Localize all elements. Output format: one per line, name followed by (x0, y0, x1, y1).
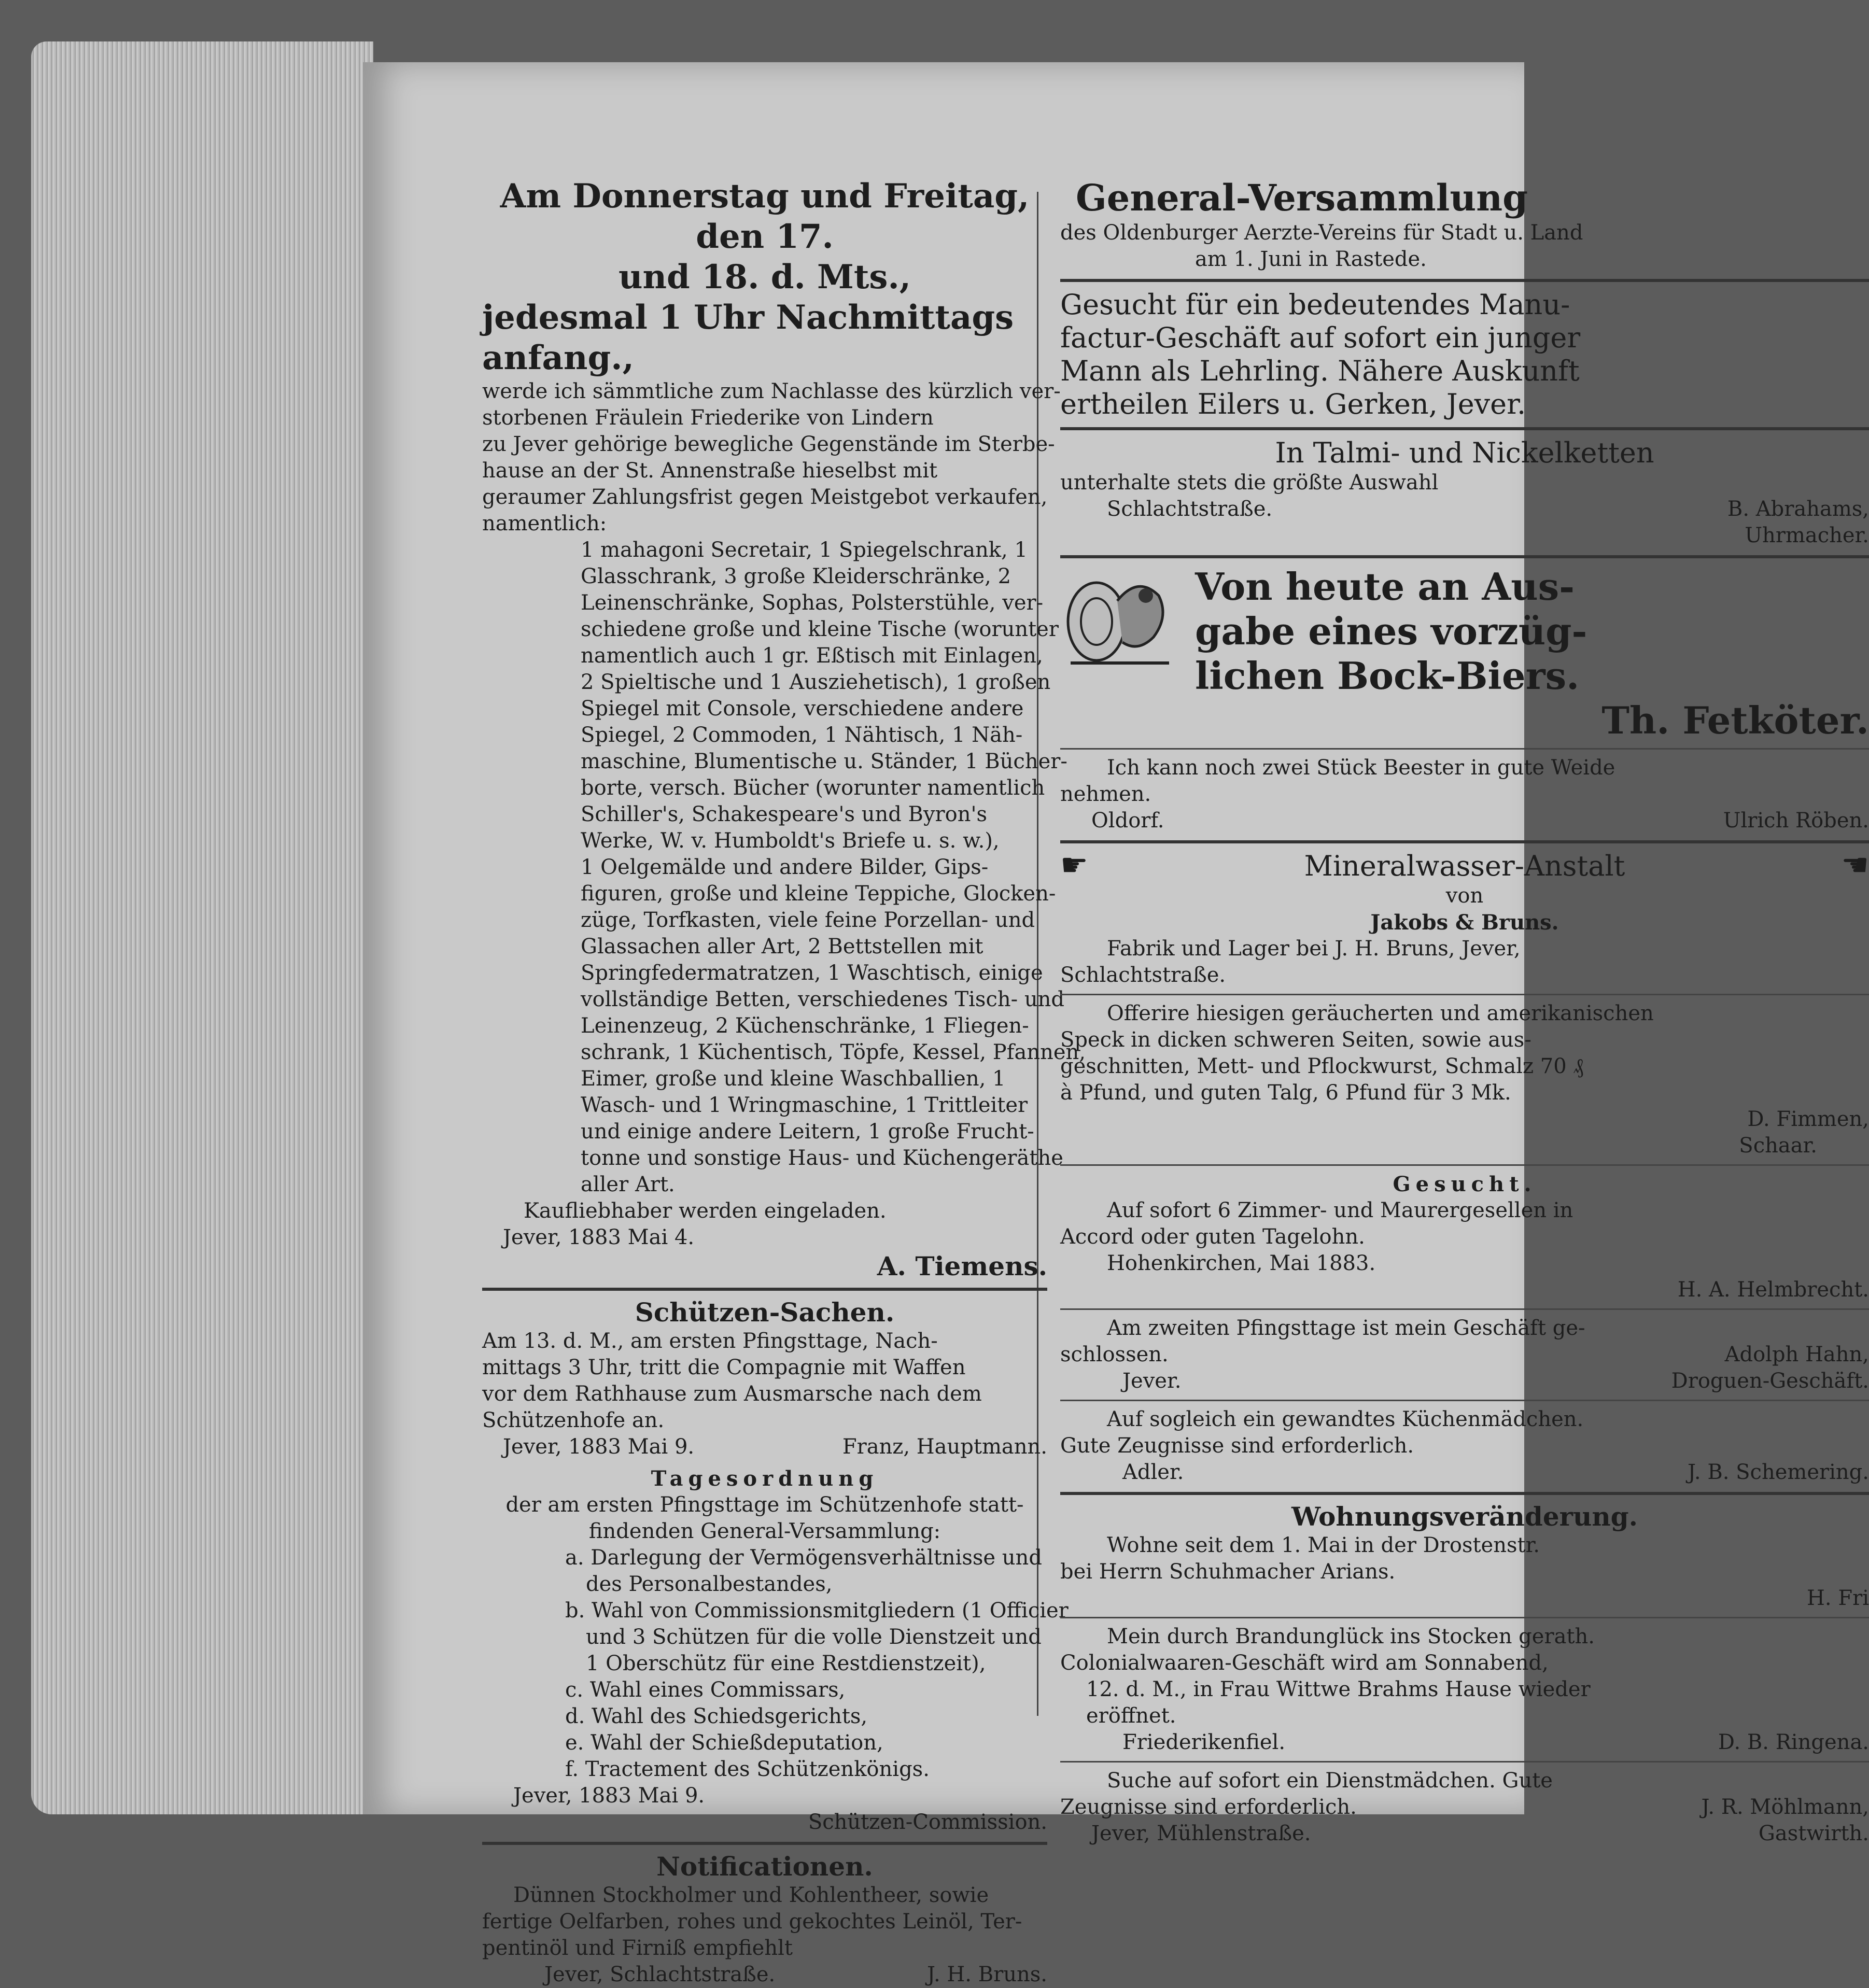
closure-place: Jever. (1122, 1369, 1182, 1393)
agenda-list (482, 1545, 1069, 1783)
masons-wanted-ad (1060, 1171, 1869, 1303)
text-line: unterhalte stets die größte Auswahl (1060, 471, 1439, 495)
servant-wanted-ad (1060, 1768, 1869, 1847)
text-line: eröffnet. (1086, 1704, 1176, 1728)
colonial-shop-ad (1060, 1624, 1869, 1756)
chains-place: Schlachtstraße. (1107, 497, 1273, 521)
list-item: Wasch- und 1 Wringmaschine, 1 Trittleiter (581, 1093, 1028, 1117)
list-item: e. Wahl der Schießdeputation, (565, 1731, 883, 1755)
servant-row (1060, 1794, 1869, 1821)
text-line: vor dem Rathhause zum Ausmarsche nach dem (482, 1382, 982, 1406)
text-line: des Oldenburger Aerzte-Vereins für Stadt u. Land (1060, 221, 1583, 245)
text-line: fertige Oelfarben, rohes und gekochtes Leinöl, Ter- (482, 1910, 1022, 1934)
chains-title: In Talmi- und Nickelketten (1275, 436, 1654, 469)
masons-signature: H. A. Helmbrecht. (1677, 1278, 1869, 1302)
text-line: Auf sogleich ein gewandtes Küchenmädchen. (1107, 1407, 1584, 1431)
bacon-ad (1060, 1000, 1869, 1159)
mineral-von: von (1445, 884, 1484, 908)
section-rule (1060, 1617, 1869, 1618)
section-rule (1060, 1308, 1869, 1310)
list-item: und einige andere Leitern, 1 große Frucht- (581, 1120, 1034, 1144)
notifications-footer (482, 1962, 1047, 1988)
bacon-signature: D. Fimmen, (1747, 1107, 1869, 1131)
chains-occupation: Uhrmacher. (1745, 524, 1869, 547)
auction-heading-2: und 18. d. Mts., (618, 258, 911, 297)
list-item: b. Wahl von Commissionsmitgliedern (1 Officier (565, 1599, 1069, 1623)
schuetzen-notice (482, 1297, 1047, 1460)
list-item: c. Wahl eines Commissars, (565, 1678, 846, 1702)
barrel-illustration (1060, 565, 1179, 673)
section-rule (1060, 1400, 1869, 1401)
list-item: des Personalbestandes, (586, 1572, 833, 1596)
chains-signature: B. Abrahams, (1727, 497, 1869, 521)
text-line: geraumer Zahlungsfrist gegen Meistgebot verkaufen, (482, 485, 1048, 509)
text-line: Dünnen Stockholmer und Kohlentheer, sowie (513, 1883, 989, 1907)
text-line: am 1. Juni in Rastede. (1195, 247, 1427, 271)
notifications-signature: J. H. Bruns. (927, 1963, 1047, 1986)
right-column (1060, 176, 1869, 1847)
text-line: Fabrik und Lager bei J. H. Bruns, Jever, (1107, 937, 1521, 961)
auction-heading-3: jedesmal 1 Uhr Nachmittags anfang., (482, 298, 1014, 377)
agenda-title: Tagesordnung (651, 1467, 879, 1491)
text-line: der am ersten Pfingsttage im Schützenhofe statt- (505, 1493, 1024, 1517)
list-item: Glassachen aller Art, 2 Bettstellen mit (581, 935, 983, 958)
section-rule (482, 1288, 1047, 1291)
text-line: Gute Zeugnisse sind erforderlich. (1060, 1434, 1414, 1458)
mineral-water-ad (1060, 847, 1869, 989)
text-line: lichen Bock-Biers. (1195, 654, 1580, 698)
general-assembly-title: General-Versammlung (1076, 176, 1528, 219)
schuetzen-footer (482, 1434, 1047, 1460)
masons-place: Hohenkirchen, Mai 1883. (1107, 1251, 1376, 1275)
text-line: bei Herrn Schuhmacher Arians. (1060, 1560, 1396, 1584)
text-line: Accord oder guten Tagelohn. (1060, 1225, 1365, 1249)
book-page-edges (31, 41, 373, 1814)
closure-notice (1060, 1315, 1869, 1394)
list-item: 2 Spieltische und 1 Ausziehetisch), 1 großen (581, 670, 1051, 694)
text-line: Schützenhofe an. (482, 1408, 665, 1432)
text-line: gabe eines vorzüg- (1195, 609, 1587, 653)
text-line: Mein durch Brandunglück ins Stocken gerath. (1107, 1625, 1595, 1648)
mineral-firm: Jakobs & Bruns. (1370, 910, 1559, 935)
text-line: Gesucht für ein bedeutendes Manu- (1060, 288, 1570, 321)
list-item: 1 Oberschütz für eine Restdienstzeit), (586, 1652, 986, 1675)
newspaper-page (363, 62, 1869, 1986)
text-line: Von heute an Aus- (1195, 565, 1575, 609)
list-item: Eimer, große und kleine Waschballien, 1 (581, 1067, 1006, 1091)
masons-title: Gesucht. (1393, 1172, 1537, 1196)
text-line: Ich kann noch zwei Stück Beester in gute Weide (1107, 756, 1615, 780)
text-line: Schlachtstraße. (1060, 963, 1226, 987)
cattle-footer (1060, 808, 1869, 834)
closure-signature: Adolph Hahn, (1724, 1343, 1869, 1366)
kitchen-maid-ad (1060, 1406, 1869, 1486)
kitchen-place: Adler. (1122, 1460, 1184, 1484)
text-line: Colonialwaaren-Geschäft wird am Sonnabend, (1060, 1651, 1549, 1675)
kitchen-signature: J. B. Schemering. (1687, 1460, 1869, 1484)
text-line: zu Jever gehörige bewegliche Gegenstände im Sterbe- (482, 432, 1055, 456)
text-line: nehmen. (1060, 782, 1151, 806)
text-line: Am zweiten Pfingsttage ist mein Geschäft ge- (1107, 1316, 1585, 1340)
list-item: maschine, Blumentische u. Ständer, 1 Bücher- (581, 750, 1067, 773)
servant-row-2 (1060, 1821, 1869, 1847)
auction-notice (482, 176, 1086, 1281)
text-line: namentlich: (482, 512, 607, 535)
mineral-title: Mineralwasser-Anstalt (1304, 850, 1625, 882)
section-rule (1060, 748, 1869, 750)
bock-signature: Th. Fetköter. (1601, 698, 1869, 742)
bock-beer-ad (1060, 565, 1869, 698)
schuetzen-title: Schützen-Sachen. (635, 1297, 895, 1328)
text-line: factur-Geschäft auf sofort ein junger (1060, 321, 1581, 354)
auction-signature: A. Tiemens. (877, 1251, 1047, 1281)
bock-text (1195, 565, 1587, 698)
list-item: Spiegel, 2 Commoden, 1 Nähtisch, 1 Näh- (581, 723, 1023, 747)
text-line: Speck in dicken schweren Seiten, sowie aus- (1060, 1028, 1531, 1052)
apprentice-ad (1060, 288, 1869, 421)
text-line: Zeugnisse sind erforderlich. (1060, 1795, 1357, 1819)
section-rule (1060, 1164, 1869, 1166)
text-line: storbenen Fräulein Friederike von Lindern (482, 406, 934, 430)
notifications (482, 1851, 1047, 1988)
auction-date: Jever, 1883 Mai 4. (503, 1225, 695, 1249)
list-item: 1 mahagoni Secretair, 1 Spiegelschrank, 1 (581, 538, 1028, 562)
address-change-signature: H. Fri (1807, 1586, 1869, 1610)
section-rule (1060, 994, 1869, 995)
closure-business: Droguen-Geschäft. (1671, 1369, 1869, 1393)
text-line: ertheilen Eilers u. Gerken, Jever. (1060, 388, 1526, 420)
servant-place: Jever, Mühlenstraße. (1091, 1822, 1311, 1845)
address-change-ad (1060, 1501, 1869, 1612)
cattle-place: Oldorf. (1091, 809, 1164, 833)
agenda-signature: Schützen-Commission. (808, 1810, 1047, 1834)
section-rule (482, 1842, 1047, 1845)
list-item: f. Tractement des Schützenkönigs. (565, 1757, 930, 1781)
text-line: geschnitten, Mett- und Pflockwurst, Schmalz 70 ₰ (1060, 1054, 1584, 1078)
list-item: Werke, W. v. Humboldt's Briefe u. s. w.), (581, 829, 1000, 853)
schuetzen-signature: Franz, Hauptmann. (842, 1435, 1047, 1459)
closure-row (1060, 1342, 1869, 1368)
text-line: Wohne seit dem 1. Mai in der Drostenstr. (1107, 1533, 1540, 1557)
text-line: schlossen. (1060, 1343, 1169, 1366)
pointing-hand-right-icon: ☛ (1060, 847, 1088, 883)
list-item: Leinenschränke, Sophas, Polsterstühle, ver- (581, 591, 1044, 615)
general-assembly-ad (1060, 176, 1869, 273)
text-line: mittags 3 Uhr, tritt die Compagnie mit Waffen (482, 1356, 966, 1379)
list-item: Leinenzeug, 2 Küchenschränke, 1 Fliegen- (581, 1014, 1029, 1038)
text-line: hause an der St. Annenstraße hieselbst mit (482, 459, 938, 483)
list-item: Glasschrank, 3 große Kleiderschränke, 2 (581, 565, 1011, 588)
list-item: tonne und sonstige Haus- und Küchengeräthe (581, 1146, 1063, 1170)
notifications-title: Notificationen. (656, 1851, 873, 1882)
section-rule (1060, 427, 1869, 430)
section-rule (1060, 555, 1869, 558)
notifications-place: Jever, Schlachtstraße. (544, 1963, 776, 1986)
section-rule (1060, 840, 1869, 843)
text-line: Auf sofort 6 Zimmer- und Maurergesellen in (1107, 1199, 1573, 1222)
bacon-place: Schaar. (1739, 1134, 1817, 1158)
chains-footer (1060, 496, 1869, 523)
list-item: schiedene große und kleine Tische (worunter (581, 617, 1059, 641)
address-change-title: Wohnungsveränderung. (1291, 1501, 1638, 1532)
list-item: borte, versch. Bücher (worunter namentlich (581, 776, 1045, 800)
servant-occupation: Gastwirth. (1758, 1822, 1869, 1845)
text-line: Offerire hiesigen geräucherten und amerikanischen (1107, 1002, 1654, 1025)
list-item: schrank, 1 Küchentisch, Töpfe, Kessel, Pfannen, (581, 1040, 1086, 1064)
list-item: Spiegel mit Console, verschiedene andere (581, 697, 1024, 721)
list-item: und 3 Schützen für die volle Dienstzeit und (586, 1625, 1042, 1649)
auction-intro (482, 378, 1061, 537)
kitchen-footer (1060, 1459, 1869, 1486)
list-item: figuren, große und kleine Teppiche, Glocken- (581, 882, 1056, 906)
section-rule (1060, 1492, 1869, 1495)
colonial-footer (1060, 1729, 1869, 1756)
colonial-place: Friederikenfiel. (1122, 1730, 1286, 1754)
auction-heading-1: Am Donnerstag und Freitag, den 17. (500, 177, 1030, 256)
mineral-title-row (1060, 847, 1869, 883)
text-line: Am 13. d. M., am ersten Pfingsttage, Nach- (482, 1329, 938, 1353)
text-line: findenden General-Versammlung: (588, 1519, 941, 1543)
section-rule (1060, 279, 1869, 282)
list-item: aller Art. (581, 1173, 675, 1196)
text-line: à Pfund, und guten Talg, 6 Pfund für 3 Mk. (1060, 1081, 1511, 1105)
closure-row-2 (1060, 1368, 1869, 1394)
schuetzen-date: Jever, 1883 Mai 9. (503, 1435, 695, 1459)
list-item: a. Darlegung der Vermögensverhältnisse und (565, 1546, 1042, 1570)
text-line: Suche auf sofort ein Dienstmädchen. Gute (1107, 1769, 1553, 1793)
list-item: züge, Torfkasten, viele feine Porzellan- und (581, 908, 1035, 932)
list-item: vollständige Betten, verschiedenes Tisch- und (581, 988, 1064, 1011)
list-item: Springfedermatratzen, 1 Waschtisch, einige (581, 961, 1043, 985)
text-line: pentinöl und Firniß empfiehlt (482, 1936, 793, 1960)
chains-ad (1060, 436, 1869, 549)
section-rule (1060, 1761, 1869, 1763)
list-item: 1 Oelgemälde und andere Bilder, Gips- (581, 855, 989, 879)
list-item: Schiller's, Schakespeare's und Byron's (581, 802, 988, 826)
left-column (482, 176, 1086, 1988)
text-line: werde ich sämmtliche zum Nachlasse des kürzlich ver- (482, 379, 1061, 403)
text-line: Mann als Lehrling. Nähere Auskunft (1060, 355, 1580, 387)
auction-item-list (482, 537, 1086, 1198)
list-item: d. Wahl des Schiedsgerichts, (565, 1704, 868, 1728)
servant-signature: J. R. Möhlmann, (1701, 1795, 1869, 1819)
list-item: namentlich auch 1 gr. Eßtisch mit Einlagen, (581, 644, 1043, 668)
pointing-hand-left-icon: ☚ (1841, 847, 1869, 883)
agenda-notice (482, 1465, 1069, 1836)
agenda-date: Jever, 1883 Mai 9. (513, 1784, 705, 1808)
text-line: 12. d. M., in Frau Wittwe Brahms Hause wieder (1086, 1677, 1591, 1701)
cattle-ad (1060, 755, 1869, 834)
auction-invite: Kaufliebhaber werden eingeladen. (524, 1199, 887, 1223)
cattle-signature: Ulrich Röben. (1723, 809, 1869, 833)
colonial-signature: D. B. Ringena. (1718, 1730, 1869, 1754)
